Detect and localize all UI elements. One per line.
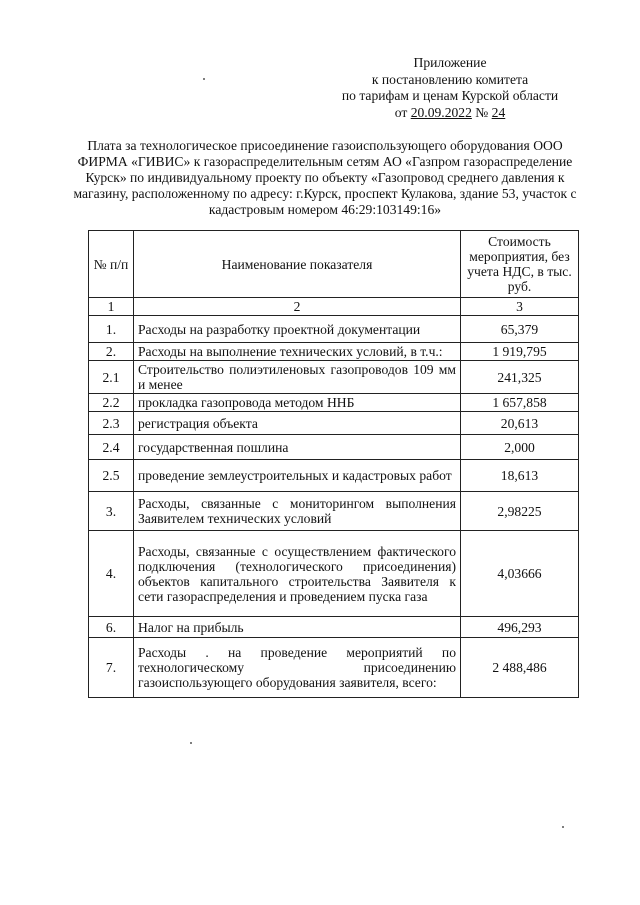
row-name: Расходы, связанные с осуществлением фактического подключения (технологического присоединения) объектов капитального строительства Заявителя к сети газораспределения и проведением пуска газа — [134, 531, 461, 617]
decree-number: 24 — [491, 104, 506, 120]
row-name: регистрация объекта — [134, 412, 461, 435]
table-row — [89, 492, 579, 531]
row-name: Налог на прибыль — [134, 617, 461, 638]
row-name: Расходы на разработку проектной документации — [134, 316, 461, 343]
row-name: Расходы . на проведение мероприятий по технологическому присоединению газоиспользующего оборудования заявителя, всего: — [134, 638, 461, 698]
table-row — [89, 343, 579, 361]
table-header-row — [89, 231, 579, 298]
scan-speck — [190, 742, 192, 744]
row-value: 2,98225 — [461, 492, 579, 531]
appendix-header — [300, 55, 600, 121]
table-row — [89, 531, 579, 617]
scan-speck — [203, 78, 205, 80]
table-row — [89, 435, 579, 460]
row-number: 2.5 — [89, 460, 134, 492]
row-number: 2.2 — [89, 394, 134, 412]
row-number: 6. — [89, 617, 134, 638]
row-name: государственная пошлина — [134, 435, 461, 460]
table-row — [89, 316, 579, 343]
row-value: 2,000 — [461, 435, 579, 460]
col-number: 2 — [134, 298, 461, 316]
scan-speck — [562, 826, 564, 828]
row-number: 2.1 — [89, 361, 134, 394]
appendix-line1: Приложение — [413, 55, 487, 70]
col-number: 3 — [461, 298, 579, 316]
appendix-date-line — [300, 105, 600, 122]
table-row — [89, 638, 579, 698]
row-number: 4. — [89, 531, 134, 617]
row-name: проведение землеустроительных и кадастровых работ — [134, 460, 461, 492]
row-value: 20,613 — [461, 412, 579, 435]
row-value: 1 657,858 — [461, 394, 579, 412]
appendix-line3: по тарифам и ценам Курской области — [341, 88, 559, 103]
row-value: 1 919,795 — [461, 343, 579, 361]
row-name: Расходы, связанные с мониторингом выполнения Заявителем технических условий — [134, 492, 461, 531]
row-value: 4,03666 — [461, 531, 579, 617]
header-cost: Стоимость мероприятия, без учета НДС, в тыс. руб. — [461, 231, 579, 298]
document-title: Плата за технологическое присоединение газоиспользующего оборудования ООО ФИРМА «ГИВИС» к газораспределительным сетям АО «Газпром газораспределение Курск» по индивидуальному проекту по объекту «Газопровод среднего давления к магазину, расположенному по адресу: г.Курск, проспект Кулакова, здание 53, участок с кадастровым номером 46:29:103149:16» — [73, 138, 577, 217]
row-number: 7. — [89, 638, 134, 698]
row-number: 2.4 — [89, 435, 134, 460]
row-number: 2. — [89, 343, 134, 361]
table-row — [89, 412, 579, 435]
header-name: Наименование показателя — [134, 231, 461, 298]
decree-date: 20.09.2022 — [410, 104, 472, 120]
row-name: Строительство полиэтиленовых газопроводов 109 мм и менее — [134, 361, 461, 394]
table-row — [89, 617, 579, 638]
column-number-row — [89, 298, 579, 316]
row-value: 2 488,486 — [461, 638, 579, 698]
row-value: 18,613 — [461, 460, 579, 492]
number-prefix: № — [475, 104, 489, 120]
table-row — [89, 460, 579, 492]
row-number: 2.3 — [89, 412, 134, 435]
row-number: 3. — [89, 492, 134, 531]
table-row — [89, 394, 579, 412]
row-value: 496,293 — [461, 617, 579, 638]
row-value: 65,379 — [461, 316, 579, 343]
col-number: 1 — [89, 298, 134, 316]
cost-table — [88, 230, 579, 698]
date-prefix: от — [394, 104, 408, 120]
appendix-line2: к постановлению комитета — [371, 71, 529, 87]
table-row — [89, 361, 579, 394]
row-name: прокладка газопровода методом ННБ — [134, 394, 461, 412]
row-number: 1. — [89, 316, 134, 343]
row-value: 241,325 — [461, 361, 579, 394]
header-number: № п/п — [89, 231, 134, 298]
row-name: Расходы на выполнение технических условий, в т.ч.: — [134, 343, 461, 361]
